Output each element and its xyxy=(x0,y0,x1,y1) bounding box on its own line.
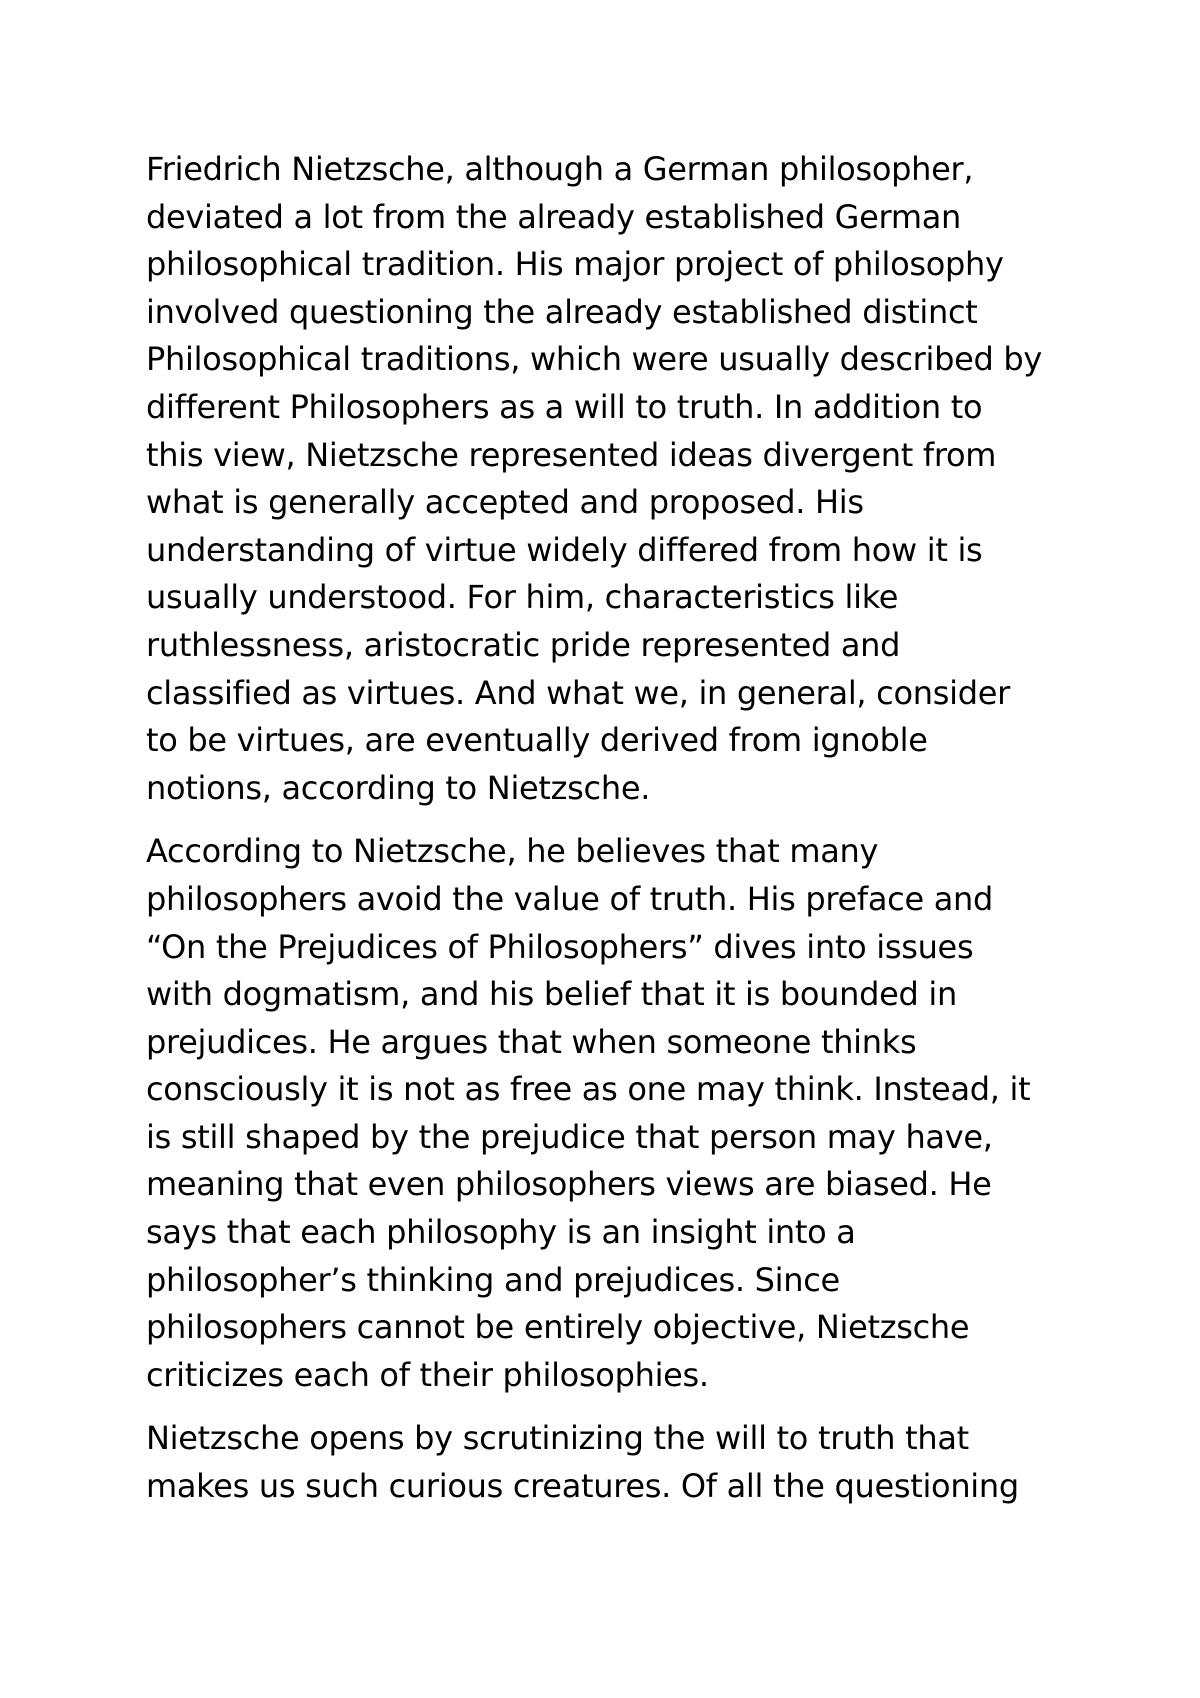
text-line: classified as virtues. And what we, in general, consider xyxy=(146,673,1010,712)
text-line: deviated a lot from the already established German xyxy=(146,197,962,236)
document-body xyxy=(146,146,1086,1527)
text-line: says that each philosophy is an insight into a xyxy=(146,1213,856,1252)
text-line: involved questioning the already established distinct xyxy=(146,292,978,331)
text-line: Friedrich Nietzsche, although a German philosopher, xyxy=(146,150,974,188)
text-line: to be virtues, are eventually derived from ignoble xyxy=(146,721,928,760)
text-line: different Philosophers as a will to truth. In addition to xyxy=(146,387,983,426)
text-line: According to Nietzsche, he believes that many xyxy=(146,832,879,871)
text-line: what is generally accepted and proposed. His xyxy=(146,483,864,522)
text-line: with dogmatism, and his belief that it is bounded in xyxy=(146,975,957,1014)
text-line: is still shaped by the prejudice that person may have, xyxy=(146,1117,993,1156)
text-line: this view, Nietzsche represented ideas divergent from xyxy=(146,435,997,474)
paragraph-1 xyxy=(146,146,1086,812)
text-line: ruthlessness, aristocratic pride represented and xyxy=(146,625,901,664)
text-line: makes us such curious creatures. Of all the questioning xyxy=(146,1467,1019,1506)
text-line: Philosophical traditions, which were usually described by xyxy=(146,340,1043,379)
text-line: philosophers avoid the value of truth. His preface and xyxy=(146,879,994,918)
text-line: philosophers cannot be entirely objective, Nietzsche xyxy=(146,1308,970,1347)
text-line: prejudices. He argues that when someone thinks xyxy=(146,1022,917,1061)
text-line: understanding of virtue widely differed from how it is xyxy=(146,530,983,569)
text-line: meaning that even philosophers views are biased. He xyxy=(146,1165,992,1204)
text-line: philosopher’s thinking and prejudices. Since xyxy=(146,1260,840,1299)
text-line: Nietzsche opens by scrutinizing the will to truth that xyxy=(146,1419,969,1458)
text-line: notions, according to Nietzsche. xyxy=(146,768,651,807)
text-line: usually understood. For him, characteristics like xyxy=(146,578,899,617)
text-line: philosophical tradition. His major project of philosophy xyxy=(146,245,1004,284)
paragraph-3 xyxy=(146,1415,1086,1510)
text-line: consciously it is not as free as one may think. Instead, it xyxy=(146,1070,1031,1109)
text-line: “On the Prejudices of Philosophers” dives into issues xyxy=(146,927,974,966)
text-line: criticizes each of their philosophies. xyxy=(146,1355,709,1394)
paragraph-2 xyxy=(146,828,1086,1399)
